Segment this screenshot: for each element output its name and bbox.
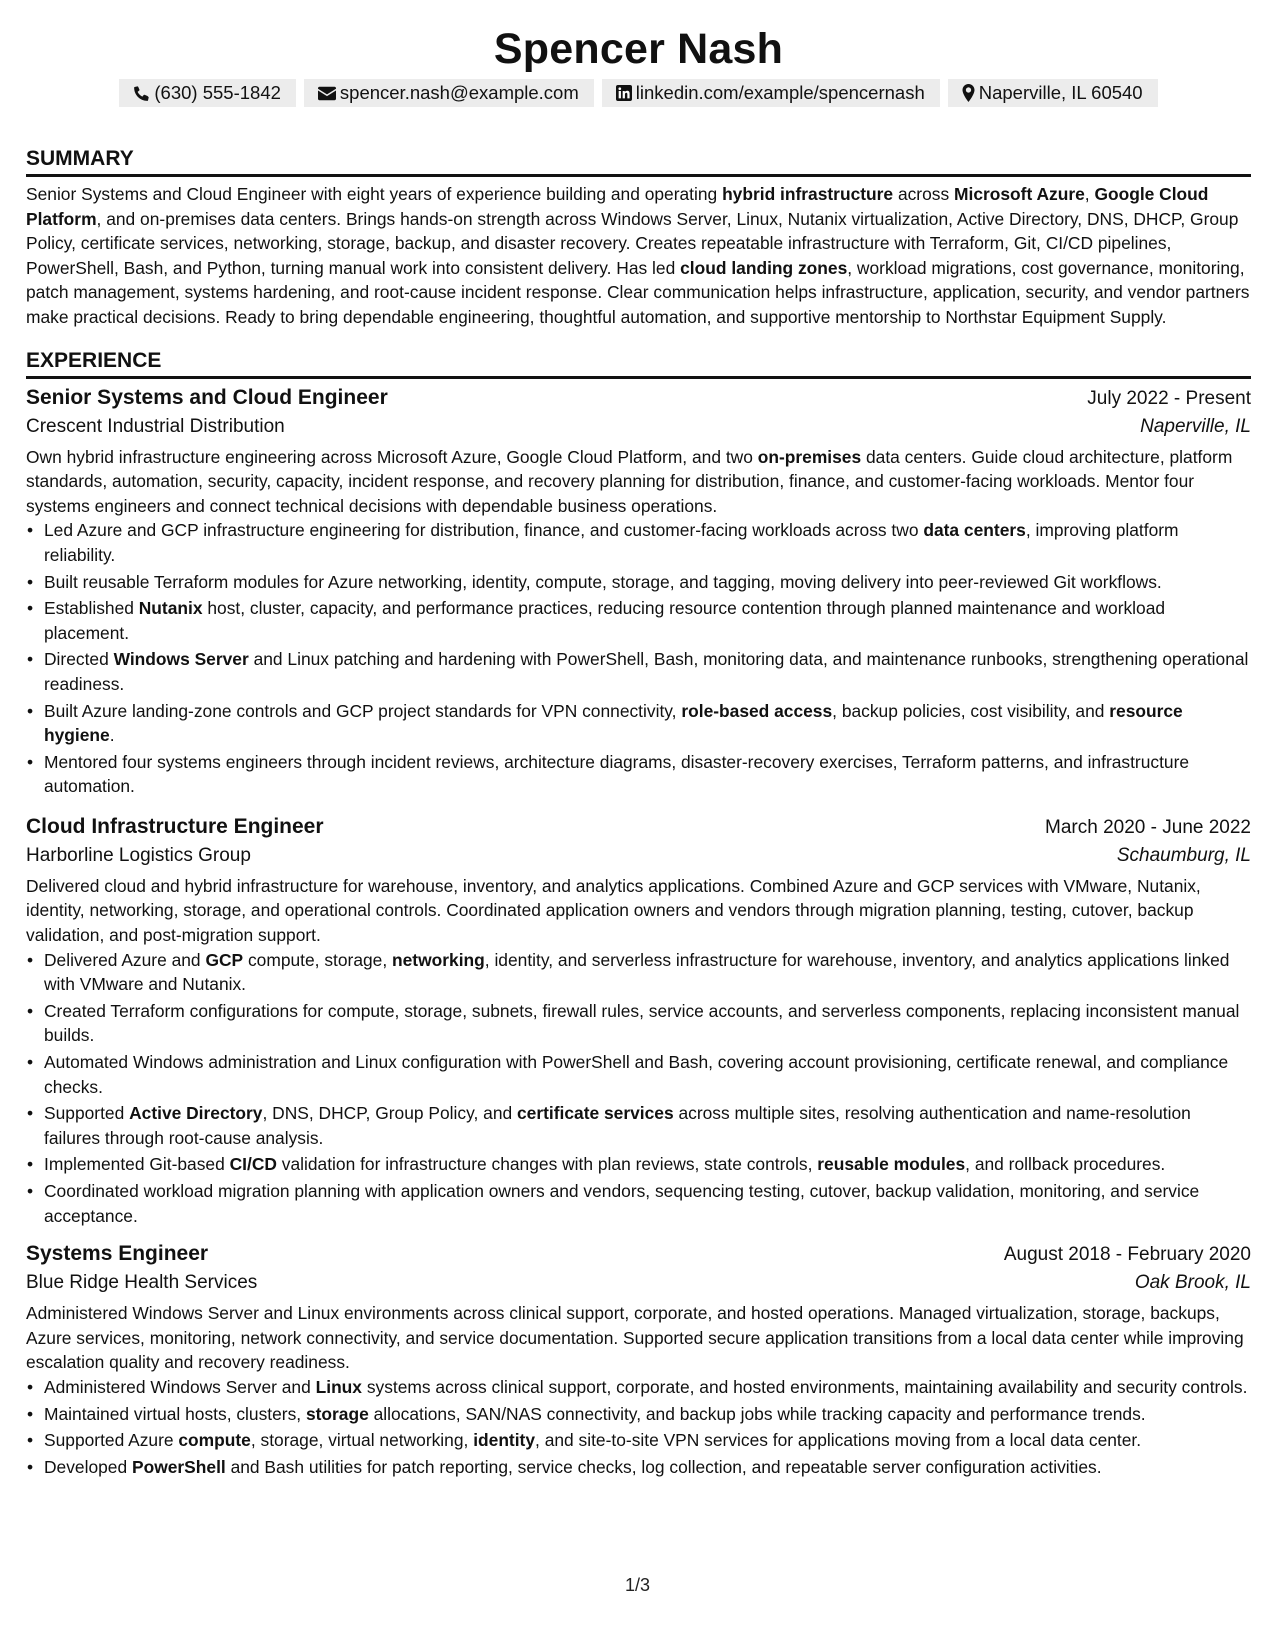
text-run: Established (44, 598, 139, 619)
bullet-item (44, 948, 1251, 997)
bold-keyword: storage (305, 1403, 369, 1424)
bullet-item (44, 596, 1251, 645)
text-run: Administered Windows Server and (44, 1376, 316, 1397)
bold-keyword: PowerShell (131, 1456, 226, 1477)
job-subheader (26, 1272, 1251, 1294)
text-run: Senior Systems and Cloud Engineer with eight years of experience building and operating (26, 184, 723, 204)
text-run: data centers. Guide cloud architecture, platform standards, automation, security, capacity, incident response, and recovery planning for distribution, finance, and customer-facing workloads. Mentor four systems engineers and connect technical decisions with dependable business operations. (26, 446, 1233, 516)
job-description (26, 874, 1251, 948)
bold-keyword: networking (392, 949, 485, 970)
bold-keyword: Windows Server (113, 649, 249, 670)
map-pin-icon (962, 84, 975, 102)
text-run: and Linux patching and hardening with PowerShell, Bash, monitoring data, and maintenance runbooks, strengthening operational readiness. (44, 649, 1249, 694)
job-subheader (26, 845, 1251, 867)
bullet-item (44, 1428, 1251, 1453)
text-run: Coordinated workload migration planning with application owners and vendors, sequencing testing, cutover, backup validation, monitoring, and service acceptance. (44, 1181, 1200, 1226)
text-run: validation for infrastructure changes with plan reviews, state controls, (276, 1154, 818, 1175)
text-run: , and on-premises data centers. Brings hands-on strength across Windows Server, Linux, Nutanix virtualization, Active Directory, DNS, DHCP, Group Policy, certificate services, networking, storage, backup, and disaster recovery. Creates repeatable infrastructure with Terraform, Git, CI/CD pipelines, PowerShell, Bash, and Python, turning manual work into consistent delivery. Has led (26, 208, 1239, 278)
job-header (26, 815, 1251, 839)
job-header (26, 386, 1251, 410)
text-run: across multiple sites, resolving authentication and name-resolution failures through root-cause analysis. (44, 1103, 1191, 1148)
text-run: . (109, 725, 115, 746)
phone-icon (133, 85, 150, 102)
text-run: Directed (44, 649, 114, 670)
job-company: Harborline Logistics Group (26, 844, 251, 866)
bullet-item (44, 570, 1251, 595)
bold-keyword: Nutanix (138, 598, 203, 619)
bold-keyword: compute (178, 1430, 251, 1451)
bold-keyword: Google Cloud Platform (26, 184, 1209, 229)
text-run: , improving platform reliability. (44, 520, 1179, 565)
page-number: 1/3 (624, 1575, 651, 1595)
bold-keyword: reusable modules (817, 1154, 966, 1175)
job-company: Crescent Industrial Distribution (26, 415, 285, 437)
job-entry (26, 1242, 1251, 1479)
linkedin-icon (616, 85, 632, 101)
text-run: across (893, 184, 954, 204)
contact-phone-text: (630) 555-1842 (154, 82, 281, 103)
summary-heading: SUMMARY (26, 147, 1251, 177)
text-run: , workload migrations, cost governance, monitoring, patch management, systems hardening, and root-cause incident response. Clear communication helps infrastructure, application, security, and vendor partners make practical decisions. Ready to bring dependable engineering, thoughtful automation, and supportive mentorship to Northstar Equipment Supply. (26, 257, 1250, 327)
bullet-item (44, 1152, 1251, 1177)
contact-linkedin[interactable] (602, 79, 940, 107)
text-run: Created Terraform configurations for compute, storage, subnets, firewall rules, service accounts, and serverless components, replacing inconsistent manual builds. (44, 1000, 1240, 1046)
job-title: Senior Systems and Cloud Engineer (26, 385, 388, 409)
candidate-name: Spencer Nash (493, 25, 784, 73)
job-description (26, 445, 1251, 519)
text-run: Automated Windows administration and Linux configuration with PowerShell and Bash, covering account provisioning, certificate renewal, and compliance checks. (44, 1052, 1229, 1097)
contact-linkedin-text: linkedin.com/example/spencernash (635, 82, 925, 103)
job-dates: August 2018 - February 2020 (1003, 1244, 1251, 1266)
text-run: Delivered Azure and (44, 949, 206, 970)
text-run: and Bash utilities for patch reporting, service checks, log collection, and repeatable server configuration activities. (225, 1456, 1102, 1477)
contact-bar (26, 79, 1251, 107)
contact-email-text: spencer.nash@example.com (339, 82, 579, 103)
text-run: , (1084, 184, 1095, 204)
bold-keyword: Microsoft Azure (954, 184, 1085, 204)
text-run: , identity, and serverless infrastructure for warehouse, inventory, and analytics applications linked with VMware and Nutanix. (44, 949, 1230, 995)
text-run: systems across clinical support, corporate, and hosted environments, maintaining availability and security controls. (361, 1376, 1248, 1397)
text-run: , storage, virtual networking, (250, 1430, 474, 1451)
bullet-item (44, 750, 1251, 799)
bold-keyword: hybrid infrastructure (722, 184, 894, 204)
bullet-item (44, 699, 1251, 748)
bold-keyword: data centers (923, 520, 1026, 541)
text-run: host, cluster, capacity, and performance practices, reducing resource contention through planned maintenance and workload placement. (44, 598, 1166, 643)
job-title: Cloud Infrastructure Engineer (26, 814, 324, 838)
contact-location (948, 79, 1158, 107)
contact-location-text: Naperville, IL 60540 (978, 82, 1143, 103)
job-dates: July 2022 - Present (1087, 387, 1251, 409)
bullet-item (44, 999, 1251, 1048)
bold-keyword: GCP (205, 949, 244, 970)
bullet-item (44, 647, 1251, 696)
bullet-item (44, 518, 1251, 567)
bullet-item (44, 1101, 1251, 1150)
bullet-item (44, 1455, 1251, 1480)
text-run: Built reusable Terraform modules for Azure networking, identity, compute, storage, and tagging, moving delivery into peer-reviewed Git workflows. (44, 571, 1162, 592)
contact-email[interactable] (304, 79, 594, 107)
bold-keyword: identity (473, 1430, 536, 1451)
text-run: , and site-to-site VPN services for applications moving from a local data center. (535, 1430, 1142, 1451)
text-run: , backup policies, cost visibility, and (832, 700, 1110, 721)
bold-keyword: resource hygiene (44, 700, 1183, 746)
text-run: Delivered cloud and hybrid infrastructure for warehouse, inventory, and analytics applications. Combined Azure and GCP services with VMware, Nutanix, identity, networking, storage, and operational controls. Coordinated application owners and vendors through migration planning, testing, cutover, backup validation, and post-migration support. (26, 875, 1201, 946)
experience-heading: EXPERIENCE (26, 349, 1251, 379)
bold-keyword: cloud landing zones (680, 257, 848, 278)
bullet-item (44, 1402, 1251, 1427)
job-bullets (26, 1375, 1251, 1479)
bold-keyword: role-based access (681, 700, 833, 721)
text-run: allocations, SAN/NAS connectivity, and backup jobs while tracking capacity and performance trends. (368, 1403, 1146, 1424)
text-run: Own hybrid infrastructure engineering across Microsoft Azure, Google Cloud Platform, and two (26, 446, 758, 467)
job-subheader (26, 416, 1251, 438)
summary-paragraph (26, 182, 1251, 330)
text-run: compute, storage, (243, 949, 393, 970)
text-run: Maintained virtual hosts, clusters, (44, 1403, 306, 1424)
job-entry (26, 386, 1251, 799)
bullet-item (44, 1179, 1251, 1228)
job-title: Systems Engineer (26, 1242, 209, 1266)
bold-keyword: CI/CD (229, 1154, 277, 1175)
job-header (26, 1242, 1251, 1266)
bold-keyword: Active Directory (129, 1103, 263, 1124)
job-company: Blue Ridge Health Services (26, 1272, 258, 1294)
bullet-item (44, 1375, 1251, 1400)
experience-list (26, 386, 1251, 1480)
text-run: Supported Azure (44, 1430, 179, 1451)
text-run: Developed (44, 1456, 132, 1477)
bullet-item (44, 1050, 1251, 1099)
bold-keyword: on-premises (757, 446, 862, 467)
job-bullets (26, 518, 1251, 799)
job-location: Oak Brook, IL (1134, 1272, 1251, 1294)
contact-phone[interactable] (119, 79, 296, 107)
job-entry (26, 815, 1251, 1228)
job-description (26, 1301, 1251, 1375)
text-run: , and rollback procedures. (965, 1154, 1166, 1175)
text-run: Built Azure landing-zone controls and GCP project standards for VPN connectivity, (44, 700, 682, 721)
bold-keyword: Linux (315, 1376, 362, 1397)
text-run: Mentored four systems engineers through incident reviews, architecture diagrams, disaster-recovery exercises, Terraform patterns, and infrastructure automation. (44, 751, 1190, 797)
bold-keyword: certificate services (517, 1103, 674, 1124)
text-run: Supported (44, 1103, 130, 1124)
text-run: Implemented Git-based (44, 1154, 230, 1175)
job-location: Schaumburg, IL (1116, 844, 1251, 866)
text-run: Administered Windows Server and Linux environments across clinical support, corporate, and hosted operations. Managed virtualization, storage, backups, Azure services, monitoring, network connectivity, and service documentation. Supported secure application transitions from a local data center while improving escalation quality and recovery readiness. (26, 1303, 1244, 1373)
job-bullets (26, 948, 1251, 1229)
resume-page (26, 0, 1251, 1481)
job-dates: March 2020 - June 2022 (1045, 816, 1251, 838)
text-run: Led Azure and GCP infrastructure engineering for distribution, finance, and customer-facing workloads across two (44, 520, 924, 541)
envelope-icon (318, 86, 336, 101)
text-run: , DNS, DHCP, Group Policy, and (262, 1103, 517, 1124)
job-location: Naperville, IL (1140, 415, 1251, 437)
